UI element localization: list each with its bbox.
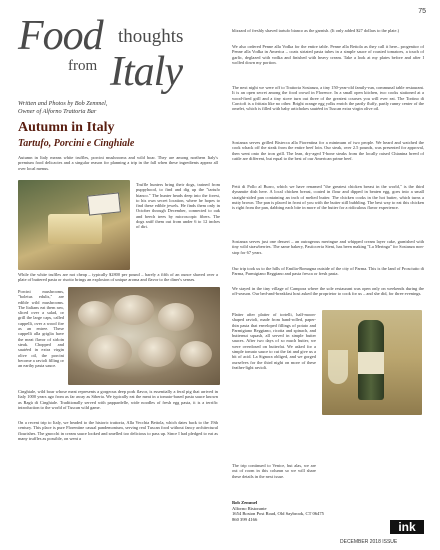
- truffle-cheese-photo: [18, 180, 130, 270]
- masthead-food: Food: [18, 13, 103, 59]
- ink-logo: ink: [390, 520, 424, 534]
- masthead: [18, 10, 208, 96]
- byline: [18, 100, 218, 116]
- porcini-mushroom-photo: [68, 287, 220, 385]
- page-number: 75: [418, 8, 426, 15]
- contact-block: [232, 500, 332, 522]
- wine-bottle-photo: [322, 310, 422, 415]
- paragraph-petti: Petti di Pollo al Burro, which we have renamed "the greatest chicken breast in the world," is the third dynamite dish here. A local chicken breast, coated in flour and dipped in beaten egg, goes into a small straight-sided pan containing an inch of melted butter. The chicken cooks in the hot butter, which turns a nutty brown. The pan is placed in front of you with the butter still bubbling. The best way to eat this chicken is right from the pan, dabbing each bite in more of the butter for a ridiculous flavor experience.: [232, 184, 424, 211]
- paragraph-cinghiale: Cinghiale, wild boar whose meat represents a gorgeous deep pork flavor, is essentially a feral pig that arrived in Italy 1000 years ago from as far away as Siberia. We typically eat the meat in a tomato-based pasta sauce known as Ragù di Cinghiale. Traditionally served with pappardelle, wide noodles of fresh egg pasta, it is a terrific introduction to the world of Tuscan wild game.: [18, 389, 218, 410]
- paragraph-truffle-hunters: Truffle hunters bring their dogs, trained from puppyhood, to find and dig up the "tartufo bianco." The hunter heads deep into the forest, to his own secret location, where he hopes to find these edible jewels. He finds them only in October through December, connected to oak and beech trees by microscopic fibers. The dogs sniff them out from under 6 to 12 inches of dirt.: [136, 182, 220, 230]
- paragraph-intro: Autumn in Italy means white truffles, porcini mushrooms and wild boar. They are among northern Italy's premium food delicacies and a singular reason for planning a trip in the fall when these ingredients appear all over local menus.: [18, 155, 218, 171]
- paragraph-emilia: Our trip took us to the hills of Emilia-Romagna outside of the city of Parma. This is the land of Prosciutto di Parma, Parmigiano Reggiano and pasta fresca or fresh pasta.: [232, 266, 424, 277]
- mushroom-cap: [158, 303, 194, 331]
- price-sign: [87, 192, 121, 215]
- masthead-italy: Italy: [110, 49, 182, 95]
- contact-phone: 860 399 4166: [232, 516, 258, 522]
- paragraph-bistecca: Sostanza serves grilled Bistecca alla Fiorentina for a minimum of two people. We heard and watched the cook whack off the steak from the entire beef loin. Our steak, over 2.5 pounds, was presented for approval, then went onto the iron grill. The lean, dry-aged T-bone steaks from the locally raised Chianina breed of cattle are different, but equal to the best of our American prime beef.: [232, 140, 424, 161]
- mushroom-cap: [180, 341, 212, 367]
- article-subtitle: Tartufo, Porcini e Cinghiale: [18, 138, 135, 149]
- bottle-label: [358, 352, 384, 374]
- paragraph-vodka: We also ordered Penne alla Vodka for the entire table. Penne alla Bettola as they call it here– progenitor of Penne alla Vodka in America – coats striated pasta tubes in a simple sauce of roasted tomatoes, a touch of garlic, deglazed with vodka and finished with heavy cream. Take a look at my plates before and after I wolfed down my portion.: [232, 44, 424, 65]
- paragraph-venice: The trip continued to Venice, but alas, we are out of room in this column so we will share these details in the next issue.: [232, 463, 316, 479]
- contact-street: 1654 Boston Post Road, Old Saybrook, CT 06475: [232, 511, 324, 517]
- contact-business: Alforno Ristorante: [232, 505, 267, 511]
- byline-role: Owner of Alforno Trattoria Bar: [18, 108, 97, 115]
- wine-glass: [328, 350, 348, 384]
- paragraph-recent-trip: On a recent trip to Italy, we headed to the historic trattoria, Alla Vecchia Bettola, which dates back to the 19th century. This place is pure Florentine casual pandemonium, serving real Tuscan food without fancy architectural flourishes. The gnocchi in cream sauce looked and smelled too delicious to pass up. Since I had pledged to eat as many truffles as possible, on went a: [18, 420, 218, 441]
- mushroom-cap: [114, 295, 154, 325]
- byline-author: Written and Photos by Bob Zemmel,: [18, 100, 108, 107]
- mushroom-cap: [88, 335, 132, 369]
- paragraph-truffle-price: While the white truffles are not cheap – typically $2800 per pound – barely a fifth of an ounce shaved over a plate of buttered pasta or risotto brings an explosion of unique aroma and flavor to the diner's senses.: [18, 272, 218, 283]
- paragraph-blizzard: blizzard of freshly shaved tartufo bianco as the garnish. (It only added $27 dollars to the plate.): [232, 28, 400, 33]
- mushroom-cap: [138, 337, 176, 367]
- paragraph-porcini: Porcini mushrooms, "boletus edulis," are edible wild mushrooms. The Italians eat them raw, sliced over a salad, or grill the large caps, called cappelli, over a wood fire as an entree. These cappelli alla griglia have the meat flavor of sirloin steak. Chopped and sautéed in extra virgin olive oil, the porcini become a ravioli filling or an earthy pasta sauce.: [18, 289, 64, 369]
- paragraph-campora: We stayed in the tiny village of Campora where the sole restaurant was open only on weekends during the off-season. Our bed-and-breakfast host asked the proprietor to cook for us – and she did, for three evenings.: [232, 286, 424, 297]
- mushroom-cap: [78, 301, 112, 327]
- article-title: Autumn in Italy: [18, 120, 115, 135]
- contact-name: Bob Zemmel: [232, 500, 258, 505]
- paragraph-meringa: Sostanza serves just one dessert – an outrageous meringue and whipped cream layer cake, garnished with tiny wild strawberries. The same bakery, Pasticceria Sieni, has been making "La Meringa" for Sostanza non-stop for 67 years.: [232, 239, 424, 255]
- issue-footer: DECEMBER 2018 ISSUE: [340, 539, 398, 545]
- paragraph-platter: Platter after platter of tortelli, half-moon-shaped ravioli, made from hand-rolled, paper-thin pasta that enveloped fillings of potato and Parmigiano Reggiano, ricotta and spinach, and butternut squash, all served in simple butter sauces. After two days of so much butter, we were overdosed on butterfat. We asked for a simple tomato sauce to cut the fat and give us a bit of acid. La Signora obliged, and we gorged ourselves for the third night on more of these feather-light ravioli.: [232, 312, 316, 370]
- cheese-wedge: [48, 214, 102, 244]
- masthead-thoughts: thoughts: [118, 26, 184, 47]
- paragraph-sostanza: The next night we were off to Trattoria Sostanza, a tiny 150-year-old family-run, communal table restaurant. It is an open secret among the food crowd in Florence. In a small open kitchen, two cooks stationed at a wood-fired grill and a tiny stove turn out three of the greatest courses you will ever eat. The Tortino di Carciofi is a frittata like no other. Bright orange egg yolks enrich the partly fluffy, partly runny center of the omelet, which is filled with baby artichokes sautéed in Tuscan extra virgin olive oil.: [232, 85, 424, 112]
- masthead-from: from: [68, 58, 98, 74]
